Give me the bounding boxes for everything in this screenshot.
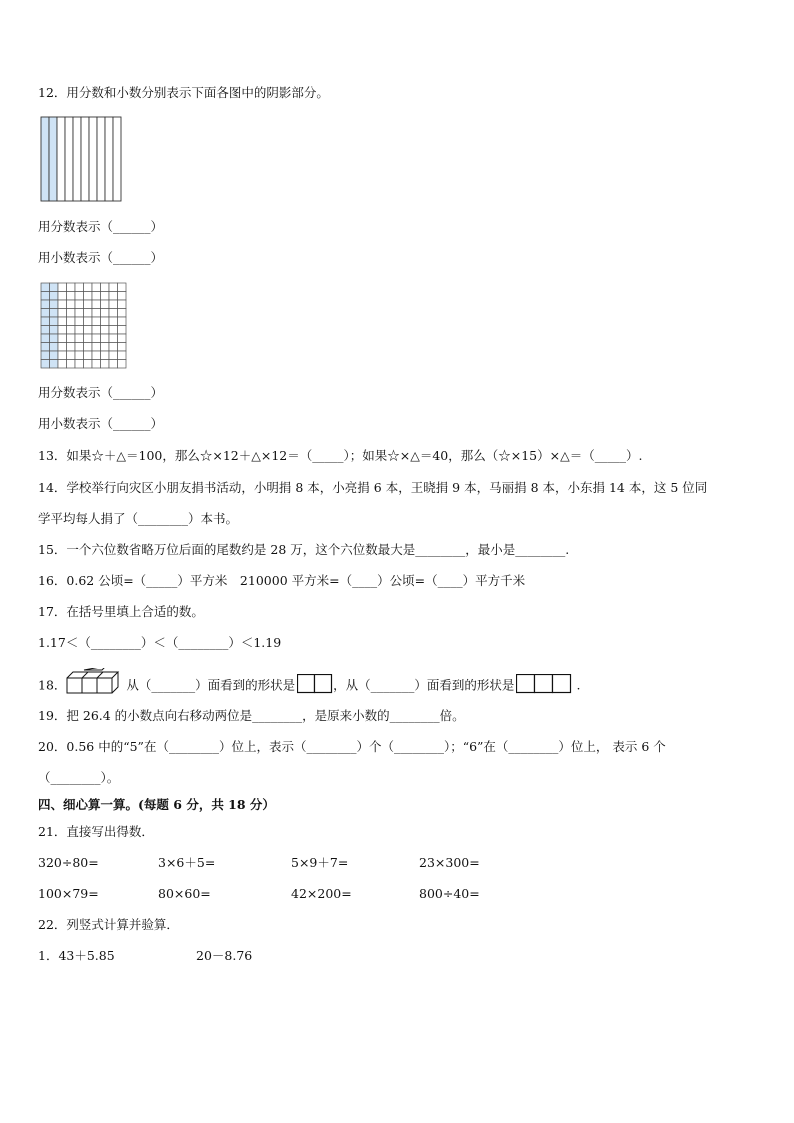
blank-cell — [75, 326, 84, 335]
q17-title: 17．在括号里填上合适的数。 — [38, 604, 204, 619]
blank-cell — [118, 343, 127, 352]
blank-cell — [92, 326, 101, 335]
blank-cell — [118, 283, 127, 292]
blank-cell — [58, 292, 67, 301]
blank-cell — [67, 326, 76, 335]
q18-part1: 从（_______）面看到的形状是 — [126, 677, 296, 693]
blank-cell — [58, 351, 67, 360]
q21-r1-c3: 5×9＋7= — [291, 855, 349, 870]
shaded-cell — [41, 292, 50, 301]
shaded-cell — [41, 360, 50, 369]
blank-cell — [92, 292, 101, 301]
q22-item-1: 1．43＋5.85 — [38, 948, 115, 963]
q19: 19．把 26.4 的小数点向右移动两位是________，是原来小数的________倍。 — [38, 708, 465, 723]
blank-cell — [84, 300, 93, 309]
q21-title: 21．直接写出得数． — [38, 824, 154, 839]
blank-cell — [109, 317, 118, 326]
blank-cell — [118, 309, 127, 318]
hundred-grid-figure — [40, 282, 128, 370]
blank-cell — [84, 326, 93, 335]
blank-cell — [101, 317, 110, 326]
blank-cell — [101, 283, 110, 292]
q21-r1-c4: 23×300= — [419, 855, 480, 870]
blank-cell — [109, 360, 118, 369]
shaded-cell — [50, 309, 59, 318]
blank-cell — [58, 283, 67, 292]
blank-column — [65, 117, 73, 201]
shaded-cell — [41, 309, 50, 318]
blank-cell — [67, 309, 76, 318]
blank-cell — [109, 334, 118, 343]
q21-r2-c3: 42×200= — [291, 886, 352, 901]
blank-cell — [118, 334, 127, 343]
blank-cell — [58, 326, 67, 335]
blank-cell — [84, 343, 93, 352]
blank-cell — [92, 351, 101, 360]
q12-title: 12．用分数和小数分别表示下面各图中的阴影部分。 — [38, 85, 329, 100]
blank-column — [113, 117, 121, 201]
q21-r2-c2: 80×60= — [158, 886, 211, 901]
blank-cell — [92, 360, 101, 369]
blank-cell — [67, 292, 76, 301]
blank-cell — [84, 309, 93, 318]
blank-cell — [92, 309, 101, 318]
blank-cell — [75, 292, 84, 301]
section4-heading: 四、细心算一算。(每题 6 分，共 18 分） — [38, 797, 275, 812]
shaded-cell — [50, 351, 59, 360]
shaded-cell — [50, 343, 59, 352]
q12-fig1-fraction: 用分数表示（______） — [38, 219, 164, 234]
blank-cell — [92, 300, 101, 309]
shaded-cell — [41, 334, 50, 343]
blank-cell — [67, 351, 76, 360]
q21-r2-c4: 800÷40= — [419, 886, 480, 901]
blank-cell — [58, 360, 67, 369]
blank-column — [97, 117, 105, 201]
q18-line — [38, 672, 580, 700]
blank-cell — [92, 343, 101, 352]
q12-fig1-decimal: 用小数表示（______） — [38, 250, 164, 265]
q14-line2: 学平均每人捐了（________）本书。 — [38, 511, 239, 526]
q16: 16．0.62 公顷=（_____）平方米 210000 平方米=（____）公顷=（____）平方千米 — [38, 573, 526, 588]
blank-cell — [92, 283, 101, 292]
blank-cell — [109, 343, 118, 352]
blank-cell — [109, 326, 118, 335]
blank-cell — [84, 351, 93, 360]
blank-cell — [101, 292, 110, 301]
q14-line1: 14．学校举行向灾区小朋友捐书活动，小明捐 8 本，小亮捐 6 本，王晓捐 9 本，马丽捐 8 本，小东捐 14 本，这 5 位同 — [38, 480, 708, 495]
blank-cell — [75, 360, 84, 369]
shaded-cell — [41, 343, 50, 352]
q15: 15．一个六位数省略万位后面的尾数约是 28 万，这个六位数最大是________，最小是________. — [38, 542, 570, 557]
blank-cell — [101, 351, 110, 360]
q21-r1-c2: 3×6＋5= — [158, 855, 216, 870]
blank-cell — [84, 283, 93, 292]
blank-column — [81, 117, 89, 201]
blank-cell — [109, 351, 118, 360]
blank-cell — [101, 334, 110, 343]
blank-cell — [75, 343, 84, 352]
blank-cell — [84, 334, 93, 343]
blank-cell — [58, 317, 67, 326]
blank-cell — [118, 326, 127, 335]
shaded-cell — [50, 334, 59, 343]
shaded-cell — [50, 292, 59, 301]
shaded-cell — [50, 326, 59, 335]
blank-cell — [75, 317, 84, 326]
q20-line2: （________）。 — [38, 770, 120, 785]
blank-cell — [118, 360, 127, 369]
blank-cell — [67, 317, 76, 326]
blank-cell — [118, 351, 127, 360]
blank-cell — [101, 360, 110, 369]
shaded-cell — [41, 326, 50, 335]
blank-cell — [58, 309, 67, 318]
blank-cell — [67, 360, 76, 369]
blank-cell — [75, 309, 84, 318]
blank-cell — [109, 309, 118, 318]
blank-column — [73, 117, 81, 201]
q22-title: 22．列竖式计算并验算． — [38, 917, 179, 932]
blank-cell — [118, 300, 127, 309]
shaded-column — [49, 117, 57, 201]
shaded-cell — [41, 283, 50, 292]
blank-cell — [67, 283, 76, 292]
blank-cell — [75, 351, 84, 360]
shaded-cell — [41, 300, 50, 309]
blank-column — [89, 117, 97, 201]
blank-cell — [101, 300, 110, 309]
blank-cell — [58, 343, 67, 352]
blank-cell — [75, 334, 84, 343]
two-square-shape — [295, 674, 333, 694]
blank-cell — [101, 343, 110, 352]
q18-end: . — [576, 677, 581, 693]
blank-cell — [75, 300, 84, 309]
q18-part2: ，从（_______）面看到的形状是 — [333, 677, 515, 693]
blank-cell — [101, 326, 110, 335]
q17-expression: 1.17＜（________）＜（________）＜1.19 — [38, 635, 282, 650]
blank-cell — [118, 292, 127, 301]
blank-column — [105, 117, 113, 201]
blank-cell — [67, 334, 76, 343]
q20-line1: 20．0.56 中的“5”在（________）位上，表示（________）个（________）；“6”在（________）位上， 表示 6 个 — [38, 739, 666, 754]
blank-cell — [109, 283, 118, 292]
q13: 13．如果☆＋△＝100，那么☆×12＋△×12＝（_____）；如果☆×△＝40，那么（☆×15）×△＝（_____）. — [38, 448, 643, 463]
blank-cell — [75, 283, 84, 292]
blank-cell — [118, 317, 127, 326]
blank-cell — [67, 343, 76, 352]
q12-fig2-decimal: 用小数表示（______） — [38, 416, 164, 431]
blank-cell — [109, 292, 118, 301]
three-square-shape — [514, 674, 576, 694]
shaded-column — [41, 117, 49, 201]
blank-cell — [109, 300, 118, 309]
q21-r1-c1: 320÷80= — [38, 855, 99, 870]
shaded-cell — [41, 351, 50, 360]
shaded-cell — [41, 317, 50, 326]
blank-cell — [67, 300, 76, 309]
shaded-cell — [50, 283, 59, 292]
q12-fig2-fraction: 用分数表示（______） — [38, 385, 164, 400]
blank-cell — [84, 317, 93, 326]
blank-cell — [58, 334, 67, 343]
q22-item-2: 20－8.76 — [196, 948, 253, 963]
blank-cell — [58, 300, 67, 309]
shaded-cell — [50, 317, 59, 326]
blank-cell — [84, 360, 93, 369]
fraction-strip-figure — [40, 116, 122, 202]
shaded-cell — [50, 360, 59, 369]
blank-cell — [92, 317, 101, 326]
blank-cell — [92, 334, 101, 343]
blank-cell — [101, 309, 110, 318]
blank-column — [57, 117, 65, 201]
q21-r2-c1: 100×79= — [38, 886, 99, 901]
q18-number: 18． — [38, 677, 67, 693]
blank-cell — [84, 292, 93, 301]
cube-stack-figure — [66, 668, 126, 696]
shaded-cell — [50, 300, 59, 309]
